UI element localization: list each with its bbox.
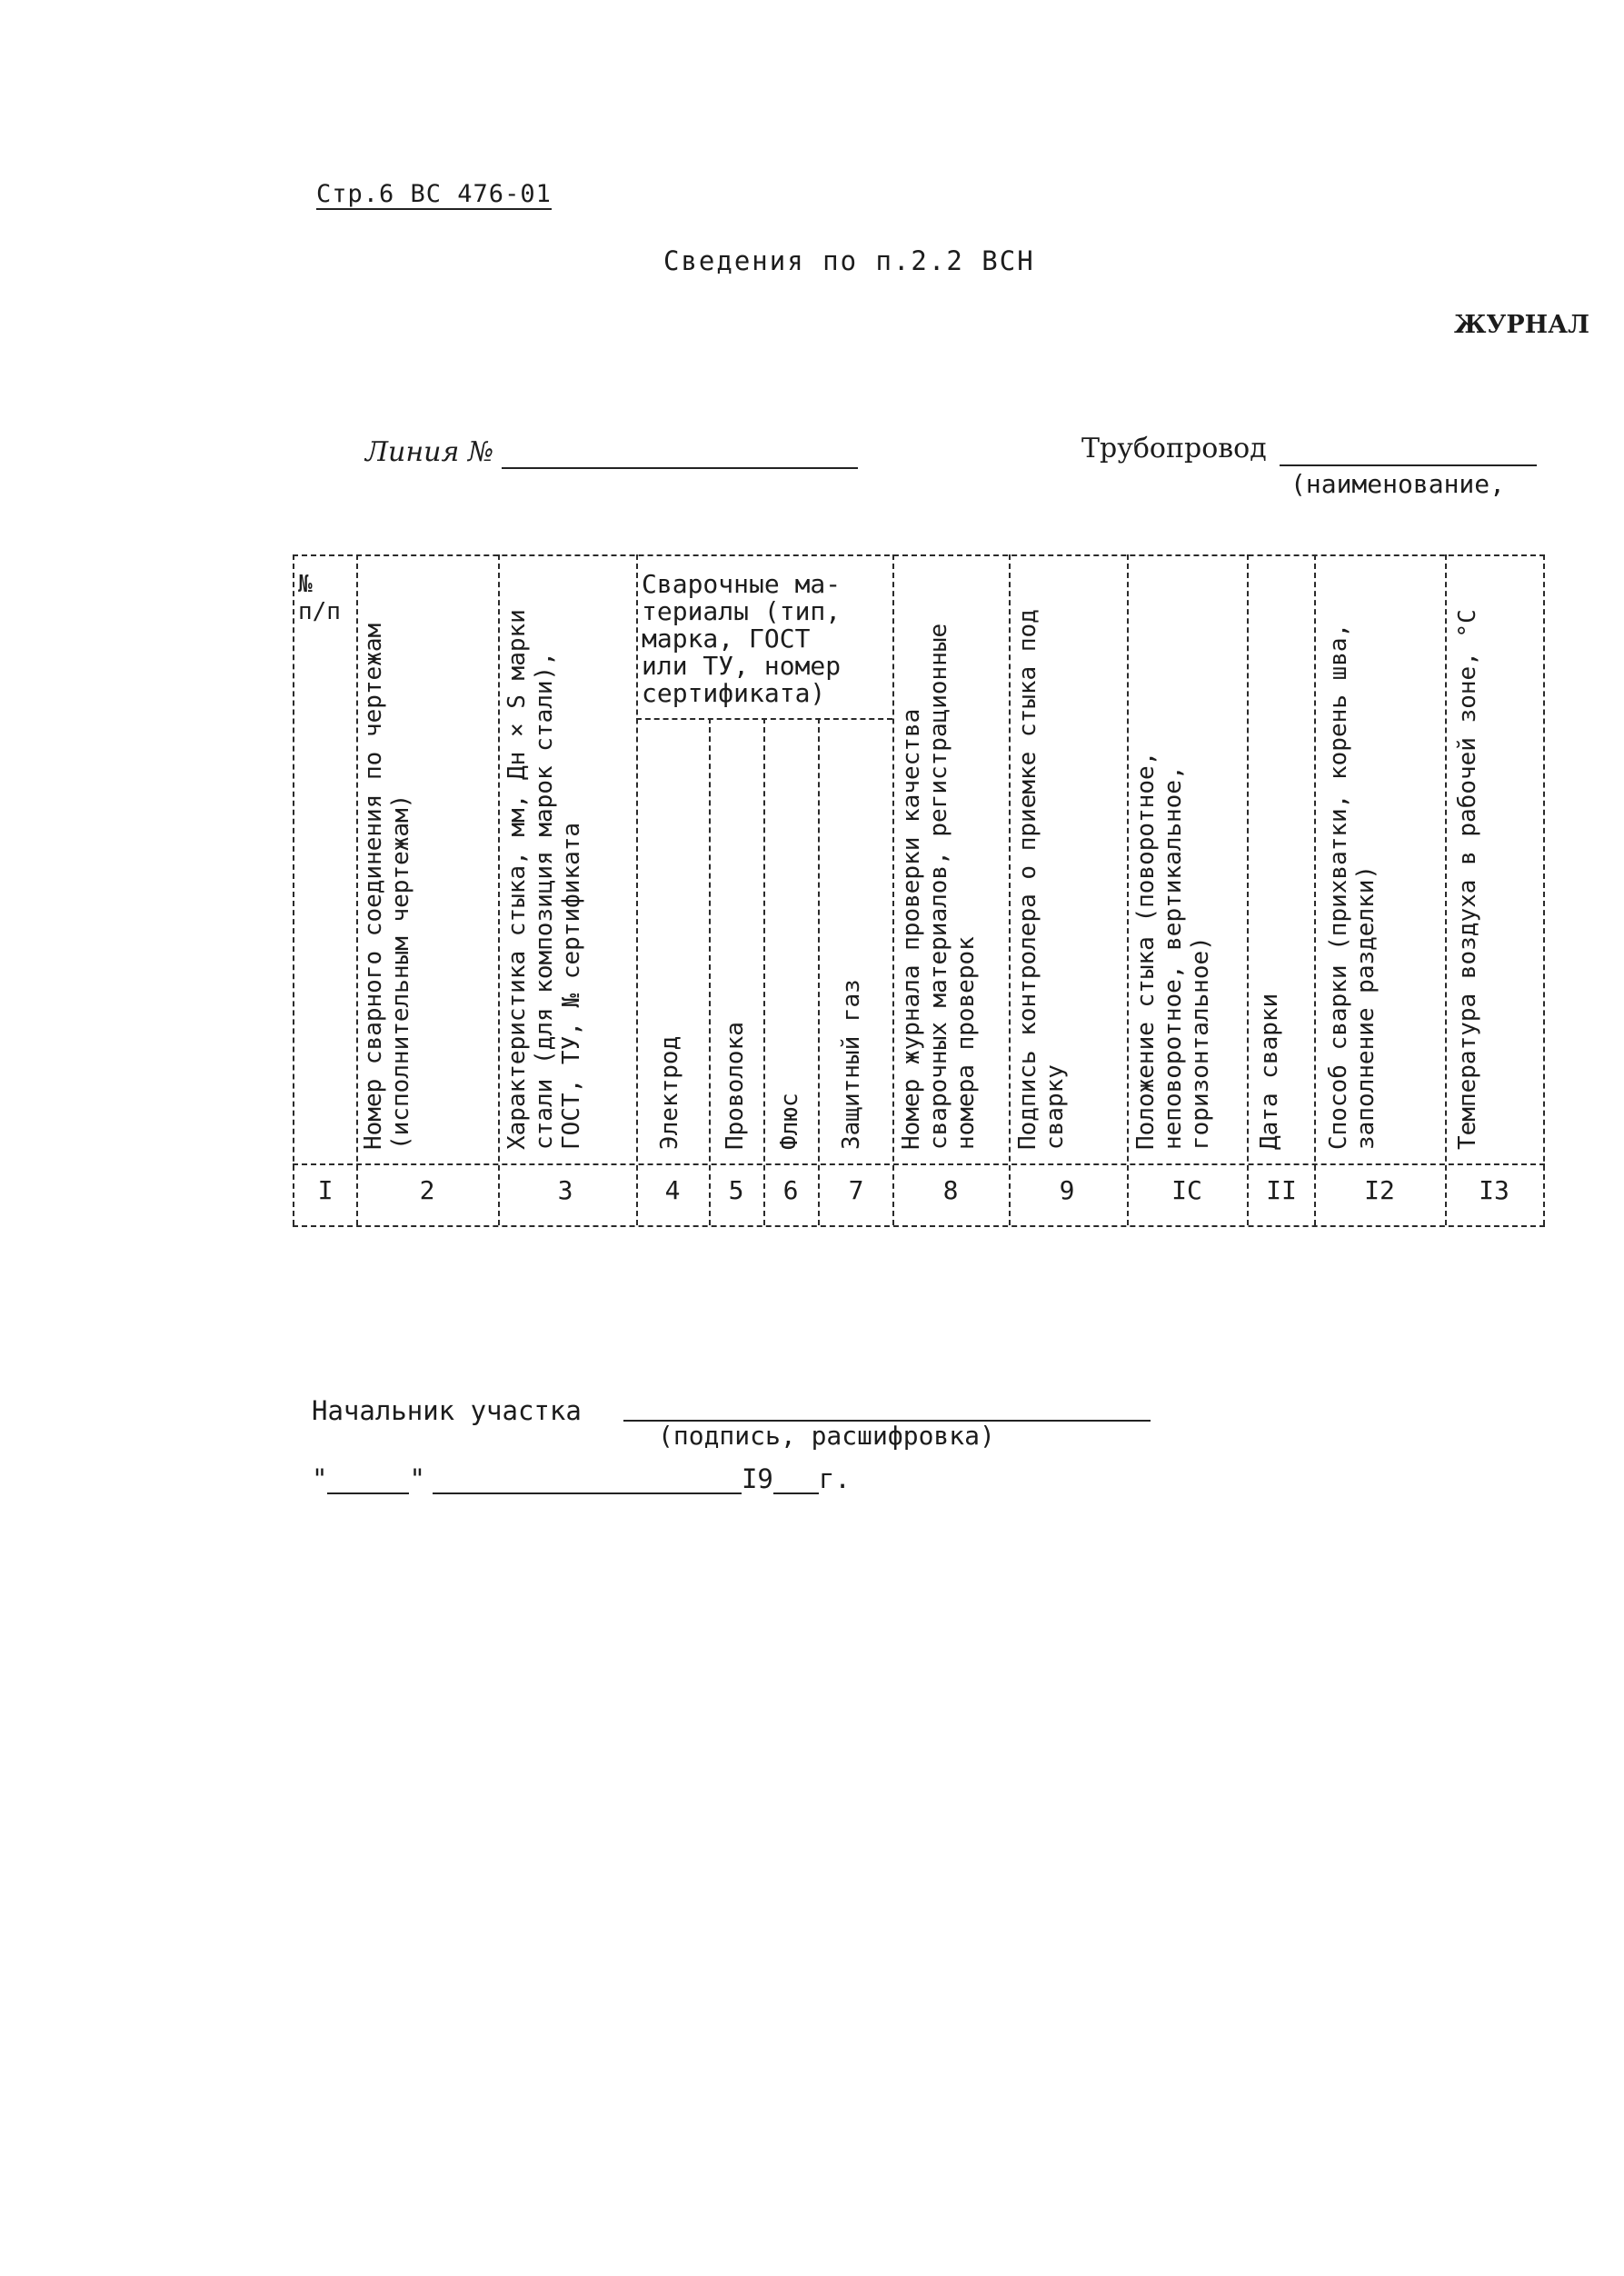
col-number: 7 (848, 1175, 864, 1205)
col-rule (892, 554, 894, 1225)
col-number: I (317, 1175, 334, 1205)
journal-table (293, 554, 1545, 1227)
group-header-line: или ТУ, номер (642, 651, 842, 681)
date-day-field[interactable] (327, 1469, 409, 1494)
col-number: 8 (942, 1175, 959, 1205)
col-13-header: Температура воздуха в рабочей зоне, °С (1454, 609, 1481, 1150)
col-number: II (1266, 1175, 1297, 1205)
table-header-bottom-rule (293, 1163, 1545, 1165)
group-header-line: сертификата) (642, 678, 826, 708)
col-8-header: Номер журнала проверки качества сварочных материалов, регистрационные номера проверок (898, 623, 980, 1150)
col-6-header: Флюс (776, 1093, 803, 1150)
date-suffix: г. (818, 1463, 851, 1494)
group-header-line: териалы (тип, (642, 596, 842, 626)
chief-caption: (подпись, расшифровка) (658, 1421, 995, 1451)
col-1-header: № п/п (298, 571, 341, 625)
date-month-field[interactable] (433, 1469, 742, 1494)
col-5-header: Проволока (722, 1022, 749, 1150)
group-header-line: марка, ГОСТ (642, 624, 811, 654)
col-number: IC (1171, 1175, 1202, 1205)
col-12-header: Способ сварки (прихватки, корень шва, заполнение разделки) (1325, 623, 1380, 1150)
col-10-header: Положение стыка (поворотное, неповоротное, вертикальное, горизонтальное) (1132, 751, 1214, 1150)
col-number: 3 (557, 1175, 573, 1205)
pipeline-caption: (наименование, (1290, 469, 1506, 499)
pipeline-label: Трубопровод (1081, 433, 1267, 464)
group-header-line: Сварочные ма- (642, 569, 842, 599)
col-rule (1009, 554, 1011, 1225)
col-number: I3 (1479, 1175, 1509, 1205)
chief-label: Начальник участка (312, 1395, 582, 1426)
date-line (312, 1463, 851, 1494)
col-rule (763, 718, 765, 1225)
col-9-header: Подпись контролера о приемке стыка под сварку (1014, 609, 1069, 1150)
line-number-label: Линия № (365, 436, 494, 468)
col-2-header: Номер сварного соединения по чертежам (исполнительным чертежам) (360, 623, 414, 1150)
col-rule (293, 554, 294, 1225)
col-rule (636, 554, 638, 1225)
pipeline-field[interactable] (1280, 464, 1537, 466)
col-rule (1445, 554, 1447, 1225)
col-rule (356, 554, 358, 1225)
col-rule (1314, 554, 1316, 1225)
col-7-header: Защитный газ (838, 979, 865, 1150)
col-3-header: Характеристика стыка, мм, Дн × S марки стали (для композиция марок стали), ГОСТ, ТУ, № сертификата (503, 609, 585, 1150)
date-quote-open: " (312, 1463, 328, 1494)
col-rule (1127, 554, 1129, 1225)
col-rule (1247, 554, 1249, 1225)
col-number: 6 (782, 1175, 799, 1205)
col-rule (818, 718, 820, 1225)
table-top-rule (293, 554, 1545, 556)
journal-title: ЖУРНАЛ (1454, 311, 1590, 339)
col-11-header: Дата сварки (1256, 993, 1283, 1150)
col-number: 9 (1059, 1175, 1075, 1205)
page-reference: Стр.6 ВС 476-01 (316, 180, 552, 208)
date-quote-close: " (409, 1463, 425, 1494)
col-rule (1543, 554, 1545, 1225)
col-rule (498, 554, 500, 1225)
col-number: 5 (728, 1175, 744, 1205)
col-rule (709, 718, 711, 1225)
subtitle: Сведения по п.2.2 ВСН (663, 245, 1035, 276)
date-year-prefix: I9 (741, 1463, 773, 1494)
table-bottom-rule (293, 1225, 1545, 1227)
line-number-field[interactable] (502, 467, 858, 469)
col-4-header: Электрод (656, 1035, 683, 1150)
col-number: 2 (419, 1175, 435, 1205)
materials-group-header (642, 571, 841, 707)
col-number: 4 (664, 1175, 681, 1205)
col-number: I2 (1364, 1175, 1395, 1205)
date-year-field[interactable] (773, 1469, 819, 1494)
